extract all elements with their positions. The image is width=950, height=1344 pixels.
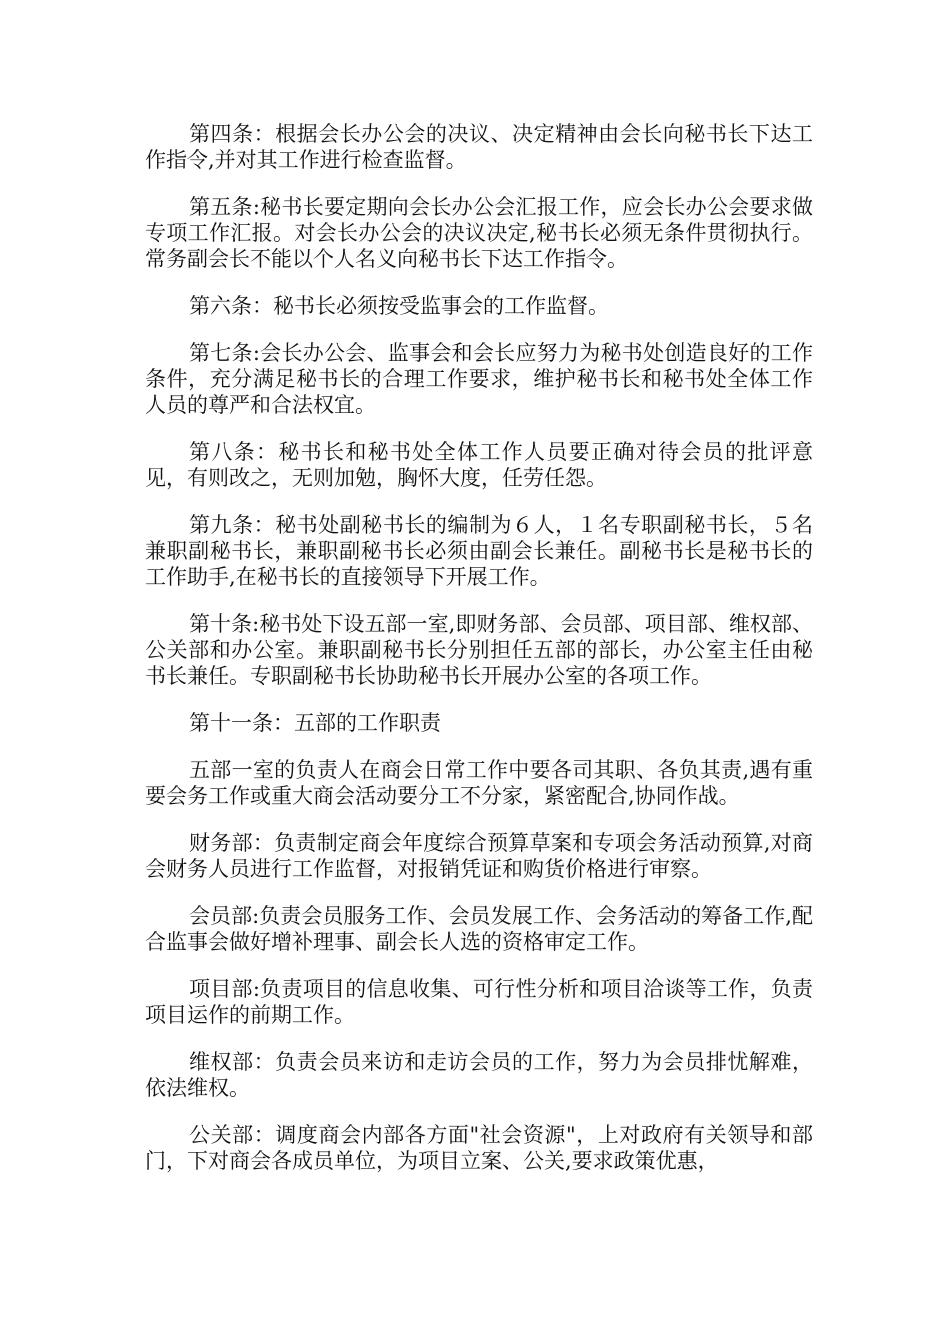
finance-department-paragraph: 财务部：负责制定商会年度综合预算草案和专项会务活动预算,对商会财务人员进行工作监督，对报销凭证和购货价格进行审察。 — [145, 831, 813, 881]
article-6-paragraph: 第六条：秘书长必须按受监事会的工作监督。 — [189, 294, 609, 318]
article-9-paragraph: 第九条：秘书处副秘书长的编制为６人，１名专职副秘书长，５名兼职副秘书长，兼职副秘书长必须由副会长兼任。副秘书长是秘书长的工作助手,在秘书长的直接领导下开展工作。 — [145, 513, 813, 589]
article-4-paragraph: 第四条：根据会长办公会的决议、决定精神由会长向秘书长下达工作指令,并对其工作进行检查监督。 — [145, 122, 813, 172]
article-7-paragraph: 第七条:会长办公会、监事会和会长应努力为秘书处创造良好的工作条件，充分满足秘书长的合理工作要求，维护秘书长和秘书处全体工作人员的尊严和合法权宜。 — [145, 341, 813, 417]
rights-department-paragraph: 维权部：负责会员来访和走访会员的工作，努力为会员排忧解难，依法维权。 — [145, 1050, 813, 1100]
five-departments-paragraph: 五部一室的负责人在商会日常工作中要各司其职、各负其责,遇有重要会务工作或重大商会活动要分工不分家，紧密配合,协同作战。 — [145, 758, 813, 808]
document-body — [145, 121, 813, 1195]
article-10-paragraph: 第十条:秘书处下设五部一室,即财务部、会员部、项目部、维权部、公关部和办公室。兼职副秘书长分别担任五部的部长，办公室主任由秘书长兼任。专职副秘书长协助秘书长开展办公室的各项工作。 — [145, 612, 813, 688]
article-5-paragraph: 第五条:秘书长要定期向会长办公会汇报工作，应会长办公会要求做专项工作汇报。对会长办公会的决议决定,秘书长必须无条件贯彻执行。常务副会长不能以个人名义向秘书长下达工作指令。 — [145, 195, 813, 271]
membership-department-paragraph: 会员部:负责会员服务工作、会员发展工作、会务活动的筹备工作,配合监事会做好增补理事、副会长人选的资格审定工作。 — [145, 904, 813, 954]
public-relations-department-paragraph: 公关部：调度商会内部各方面"社会资源"，上对政府有关领导和部门，下对商会各成员单位，为项目立案、公关,要求政策优惠， — [145, 1123, 813, 1173]
article-8-paragraph: 第八条：秘书长和秘书处全体工作人员要正确对待会员的批评意见，有则改之，无则加勉，胸怀大度，任劳任怨。 — [145, 440, 813, 490]
article-11-heading: 第十一条：五部的工作职责 — [189, 711, 441, 735]
project-department-paragraph: 项目部:负责项目的信息收集、可行性分析和项目洽谈等工作，负责项目运作的前期工作。 — [145, 977, 813, 1027]
